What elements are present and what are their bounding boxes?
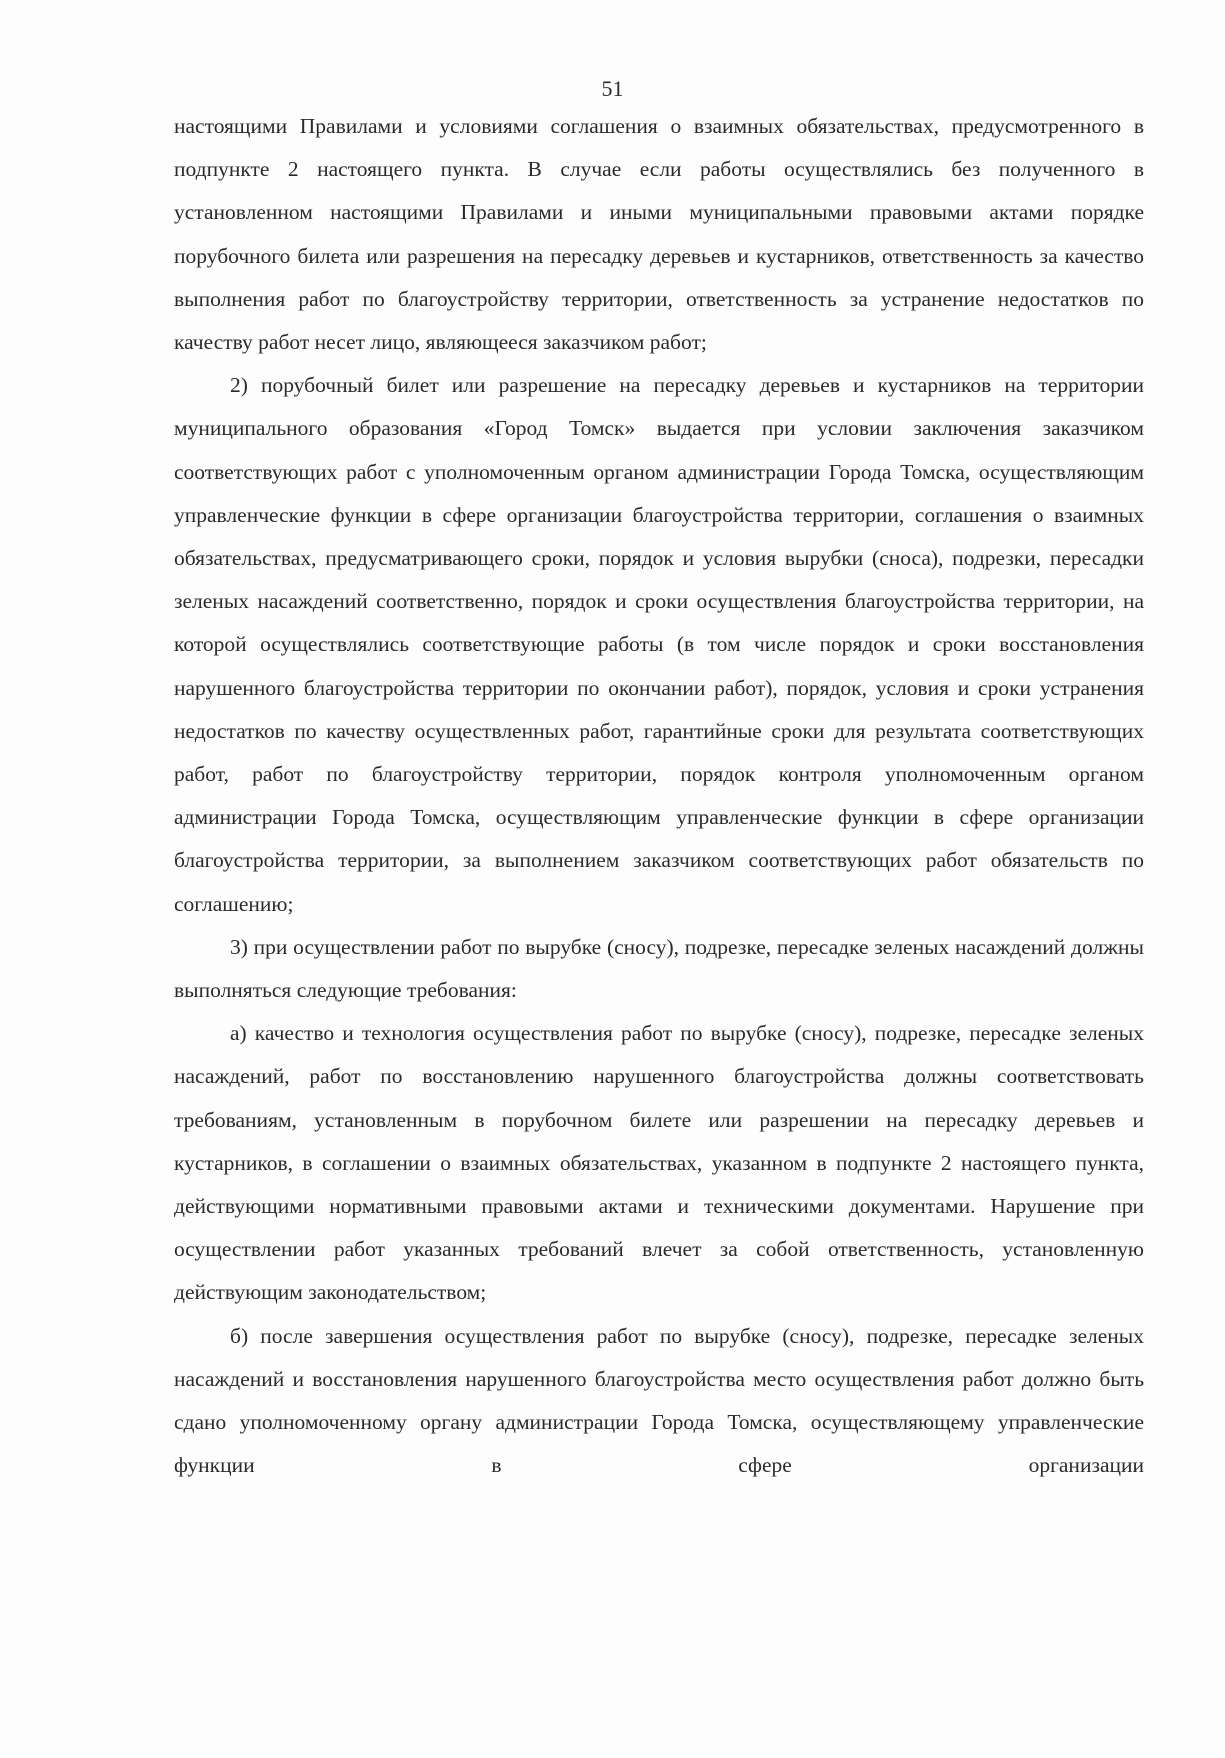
paragraph-item-3b: б) после завершения осуществления работ по вырубке (сносу), подрезке, пересадке зеленых насаждений и восстановления нарушенного благоустройства место осуществления работ должно быть сдано уполномоченному органу администрации Города Томска, осуществляющему управленческие функции в сфере организации [174, 1323, 1144, 1478]
page-number: 51 [601, 76, 624, 101]
paragraph-item-3: 3) при осуществлении работ по вырубке (сносу), подрезке, пересадке зеленых насаждений должны выполняться следующие требования: [174, 934, 1144, 1003]
paragraph-continuation: настоящими Правилами и условиями соглашения о взаимных обязательствах, предусмотренного в подпункте 2 настоящего пункта. В случае если работы осуществлялись без полученного в установленном настоящими Правилами и иными муниципальными правовыми актами порядке порубочного билета или разрешения на пересадку деревьев и кустарников, ответственность за качество выполнения работ по благоустройству территории, ответственность за устранение недостатков по качеству работ несет лицо, являющееся заказчиком работ; [174, 114, 1144, 355]
paragraph-item-3a: а) качество и технология осуществления работ по вырубке (сносу), подрезке, пересадке зеленых насаждений, работ по восстановлению нарушенного благоустройства должны соответствовать требованиям, установленным в порубочном билете или разрешении на пересадку деревьев и кустарников, в соглашении о взаимных обязательствах, указанном в подпункте 2 настоящего пункта, действующими нормативными правовыми актами и техническими документами. Нарушение при осуществлении работ указанных требований влечет за собой ответственность, установленную действующим законодательством; [174, 1021, 1144, 1305]
document-body [174, 105, 1144, 1488]
paragraph-item-2: 2) порубочный билет или разрешение на пересадку деревьев и кустарников на территории муниципального образования «Город Томск» выдается при условии заключения заказчиком соответствующих работ с уполномоченным органом администрации Города Томска, осуществляющим управленческие функции в сфере организации благоустройства территории, соглашения о взаимных обязательствах, предусматривающего сроки, порядок и условия вырубки (сноса), подрезки, пересадки зеленых насаждений соответственно, порядок и сроки осуществления благоустройства территории, на которой осуществлялись соответствующие работы (в том числе порядок и сроки восстановления нарушенного благоустройства территории по окончании работ), порядок, условия и сроки устранения недостатков по качеству осуществленных работ, гарантийные сроки для результата соответствующих работ, работ по благоустройству территории, порядок контроля уполномоченным органом администрации Города Томска, осуществляющим управленческие функции в сфере организации благоустройства территории, за выполнением заказчиком соответствующих работ обязательств по соглашению; [174, 373, 1144, 916]
